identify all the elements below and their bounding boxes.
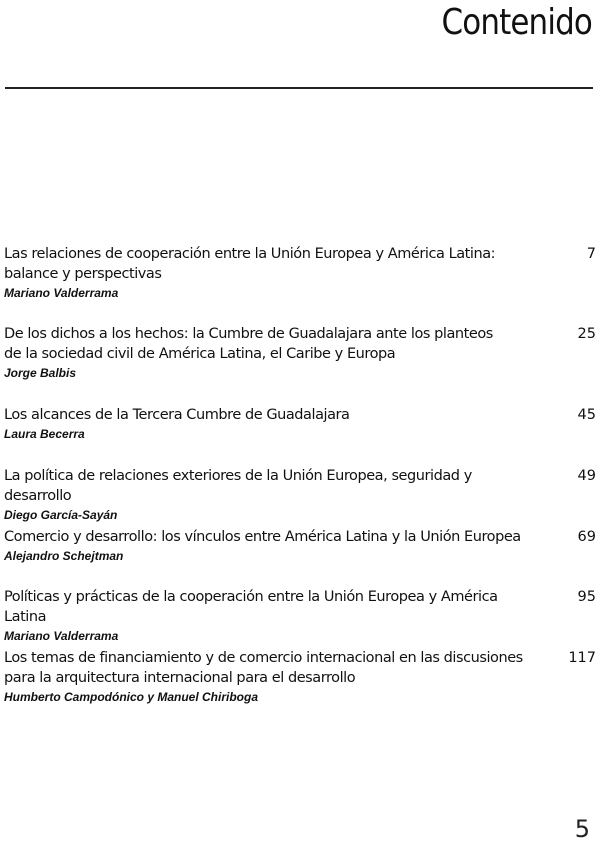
toc-entry[interactable]: [4, 405, 596, 442]
toc-entry-author: Jorge Balbis: [4, 366, 77, 380]
toc-entry-author: Mariano Valderrama: [4, 286, 119, 300]
toc-entry-author: Diego García-Sayán: [4, 508, 118, 522]
toc-entry[interactable]: [4, 527, 596, 564]
toc-entry-author: Humberto Campodónico y Manuel Chiriboga: [4, 690, 259, 704]
toc-entry-page-number: 117: [568, 650, 596, 666]
toc-entry-title: La política de relaciones exteriores de la Unión Europea, seguridad y desarrollo: [4, 468, 472, 504]
toc-entry-title: Los temas de financiamiento y de comercio internacional en las discusiones para la arquitectura internacional para el desarrollo: [4, 650, 523, 686]
folio-page-number: 5: [574, 815, 590, 843]
toc-entry-page-number: 25: [577, 326, 596, 342]
toc-entry-title: Los alcances de la Tercera Cumbre de Guadalajara: [4, 407, 350, 423]
toc-entry[interactable]: [4, 244, 596, 301]
toc-entry[interactable]: [4, 648, 596, 705]
toc-entry-page-number: 49: [577, 468, 596, 484]
toc-entry[interactable]: [4, 466, 596, 523]
toc-entry-title: De los dichos a los hechos: la Cumbre de Guadalajara ante los planteos de la sociedad civil de América Latina, el Caribe y Europa: [4, 326, 493, 362]
toc-entry-title: Comercio y desarrollo: los vínculos entre América Latina y la Unión Europea: [4, 529, 521, 545]
toc-entry-author: Laura Becerra: [4, 427, 85, 441]
toc-entry-page-number: 69: [577, 529, 596, 545]
toc-entry-page-number: 45: [577, 407, 596, 423]
toc-entry[interactable]: [4, 324, 596, 381]
toc-entry[interactable]: [4, 587, 596, 644]
title-divider: [5, 87, 593, 89]
page-title: Contenido: [441, 2, 592, 43]
toc-entry-title: Las relaciones de cooperación entre la Unión Europea y América Latina: balance y perspectivas: [4, 246, 496, 282]
toc-entry-author: Alejandro Schejtman: [4, 549, 124, 563]
toc-entry-author: Mariano Valderrama: [4, 629, 119, 643]
toc-entry-page-number: 7: [586, 246, 596, 262]
toc-entry-title: Políticas y prácticas de la cooperación entre la Unión Europea y América Latina: [4, 589, 498, 625]
toc-entry-page-number: 95: [577, 589, 596, 605]
